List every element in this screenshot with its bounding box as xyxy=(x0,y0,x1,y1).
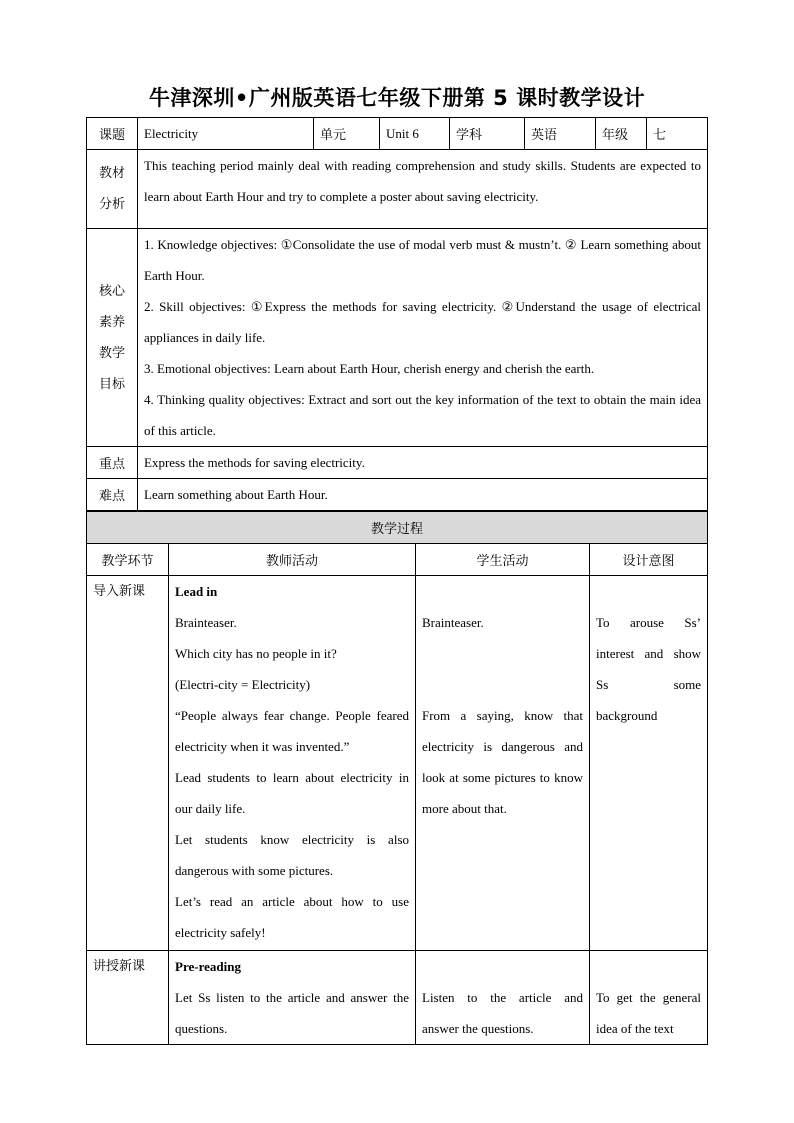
teacher-activity-line: Which city has no people in it? xyxy=(175,646,337,661)
analysis-cell xyxy=(138,150,708,229)
teacher-activity-line: Let’s read an article about how to use electricity safely! xyxy=(175,894,409,940)
student-activity-line: Listen to the article and answer the questions. xyxy=(422,990,583,1036)
difficult-point-label: 难点 xyxy=(87,479,138,511)
objectives-label xyxy=(87,229,138,447)
objective-item: 1. Knowledge objectives: ①Consolidate the use of modal verb must & mustn’t. ② Learn something about Earth Hour. xyxy=(144,237,701,283)
subject-value: 英语 xyxy=(525,118,596,150)
analysis-text: This teaching period mainly deal with reading comprehension and study skills. Students are expected to learn about Earth Hour and try to complete a poster about saving electricity. xyxy=(144,158,701,204)
activity-heading: Lead in xyxy=(175,584,218,599)
lesson-info-table xyxy=(86,117,708,511)
teacher-activity-line: Let students know electricity is also dangerous with some pictures. xyxy=(175,832,409,878)
teacher-activity-cell xyxy=(169,576,416,951)
objective-item: 3. Emotional objectives: Learn about Earth Hour, cherish energy and cherish the earth. xyxy=(144,361,595,376)
stage-name-cell xyxy=(87,576,169,951)
stage-name: 讲授新课 xyxy=(93,959,146,974)
process-band-title: 教学过程 xyxy=(87,512,708,544)
grade-label: 年级 xyxy=(596,118,647,150)
table-row xyxy=(87,951,708,1045)
objectives-label-line: 目标 xyxy=(98,376,125,392)
design-intent-text: To get the general idea of the text xyxy=(596,990,702,1036)
key-point-value: Express the methods for saving electricity. xyxy=(138,447,708,479)
activity-heading: Pre-reading xyxy=(175,959,241,974)
objective-item: 2. Skill objectives: ①Express the methods for saving electricity. ②Understand the usage of electrical appliances in daily life. xyxy=(144,299,701,345)
analysis-label xyxy=(87,150,138,229)
teacher-activity-line: (Electri-city = Electricity) xyxy=(175,677,311,692)
key-point-label: 重点 xyxy=(87,447,138,479)
objectives-cell xyxy=(138,229,708,447)
design-intent-cell xyxy=(590,576,708,951)
difficult-point-value: Learn something about Earth Hour. xyxy=(138,479,708,511)
student-activity-cell xyxy=(416,951,590,1045)
teacher-activity-line: Let Ss listen to the article and answer the questions. xyxy=(175,990,409,1036)
objective-item: 4. Thinking quality objectives: Extract and sort out the key information of the text to obtain the main idea of this article. xyxy=(144,392,701,438)
analysis-label-line: 教材 xyxy=(98,166,125,181)
student-activity-line: Brainteaser. xyxy=(422,615,484,630)
column-header-stage: 教学环节 xyxy=(87,544,169,576)
teacher-activity-cell xyxy=(169,951,416,1045)
stage-name: 导入新课 xyxy=(93,584,146,599)
design-intent-text: To arouse Ss’ interest and show Ss some background xyxy=(596,615,702,723)
design-intent-cell xyxy=(590,951,708,1045)
teacher-activity-line: Brainteaser. xyxy=(175,615,237,630)
document-title: 牛津深圳•广州版英语七年级下册第 5 课时教学设计 xyxy=(148,86,646,110)
column-header-student: 学生活动 xyxy=(416,544,590,576)
student-activity-cell xyxy=(416,576,590,951)
teaching-process-table xyxy=(86,511,708,1045)
grade-value: 七 xyxy=(647,118,708,150)
topic-label: 课题 xyxy=(87,118,138,150)
teacher-activity-line: “People always fear change. People feared electricity when it was invented.” xyxy=(175,708,409,754)
teacher-activity-line: Lead students to learn about electricity in our daily life. xyxy=(175,770,409,816)
objectives-label-line: 核心 xyxy=(98,283,125,299)
objectives-label-line: 教学 xyxy=(98,345,125,361)
stage-name-cell xyxy=(87,951,169,1045)
subject-label: 学科 xyxy=(450,118,525,150)
column-header-intent: 设计意图 xyxy=(590,544,708,576)
column-header-teacher: 教师活动 xyxy=(169,544,416,576)
topic-value: Electricity xyxy=(138,118,314,150)
unit-label: 单元 xyxy=(314,118,380,150)
unit-value: Unit 6 xyxy=(380,118,450,150)
objectives-label-line: 素养 xyxy=(98,314,125,330)
analysis-label-line: 分析 xyxy=(98,197,125,212)
student-activity-line: From a saying, know that electricity is dangerous and look at some pictures to know more about that. xyxy=(422,708,583,816)
table-row xyxy=(87,576,708,951)
